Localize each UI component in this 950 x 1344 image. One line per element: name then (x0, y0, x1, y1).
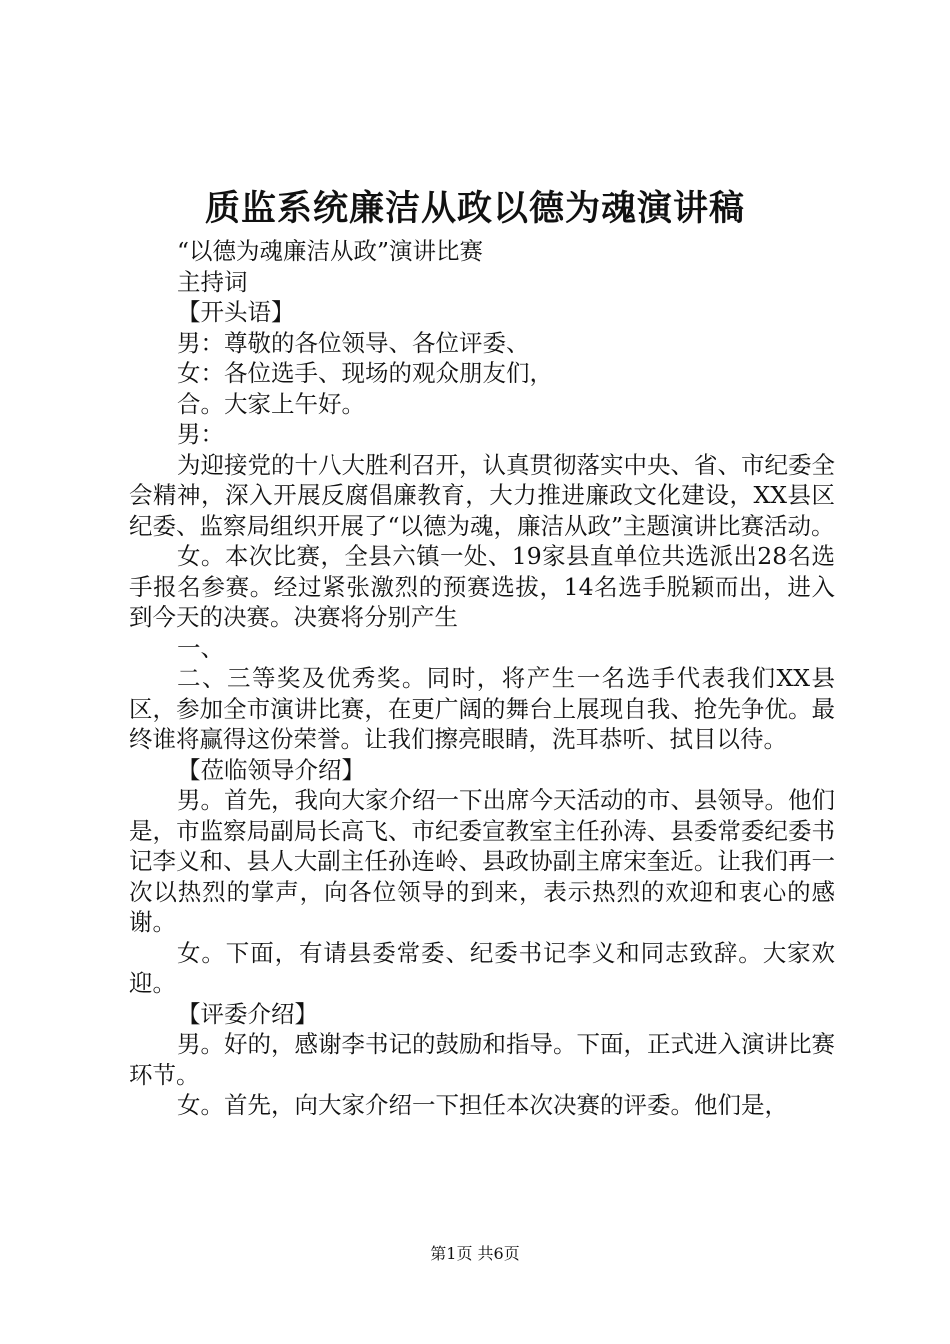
paragraph: 一、 (177, 633, 224, 662)
paragraph: “以德为魂廉洁从政”演讲比赛 (177, 237, 484, 265)
paragraph: 主持词 (177, 267, 248, 296)
paragraph: 女。首先，向大家介绍一下担任本次决赛的评委。他们是， (177, 1091, 788, 1119)
paragraph: 男：尊敬的各位领导、各位评委、 (177, 328, 530, 357)
page-footer (0, 1243, 950, 1265)
paragraph: 二、三等奖及优秀奖。同时，将产生一名选手代表我们XX县区，参加全市演讲比赛，在更广阔的舞台上展现自我、抢先争优。最终谁将赢得这份荣誉。让我们擦亮眼睛，洗耳恭听、拭目以待。 (129, 664, 835, 753)
page-number: 第1页 (430, 1244, 473, 1263)
paragraph: 女：各位选手、现场的观众朋友们， (177, 359, 553, 387)
paragraph: 合。大家上午好。 (177, 389, 365, 418)
page-total: 共6页 (477, 1244, 520, 1263)
paragraph: 为迎接党的十八大胜利召开，认真贯彻落实中央、省、市纪委全会精神，深入开展反腐倡廉教育，大力推进廉政文化建设，XX县区纪委、监察局组织开展了“以德为魂，廉洁从政”主题演讲比赛活动。 (129, 450, 835, 540)
paragraph: 男。好的，感谢李书记的鼓励和指导。下面，正式进入演讲比赛环节。 (129, 1030, 835, 1089)
document-title: 质监系统廉洁从政以德为魂演讲稿 (204, 188, 745, 229)
paragraph: 女。下面，有请县委常委、纪委书记李义和同志致辞。大家欢迎。 (129, 938, 835, 997)
paragraph: 男。首先，我向大家介绍一下出席今天活动的市、县领导。他们是，市监察局副局长高飞、市纪委宣教室主任孙涛、县委常委纪委书记李义和、县人大副主任孙连岭、县政协副主席宋奎近。让我们再一次以热烈的掌声，向各位领导的到来，表示热烈的欢迎和衷心的感谢。 (129, 786, 835, 936)
paragraph: 女。本次比赛，全县六镇一处、19家县直单位共选派出28名选手报名参赛。经过紧张激烈的预赛选拔，14名选手脱颖而出，进入到今天的决赛。决赛将分别产生 (129, 542, 835, 631)
section-heading: 【开头语】 (177, 298, 295, 326)
section-heading: 【莅临领导介绍】 (177, 755, 365, 784)
section-heading: 【评委介绍】 (177, 999, 318, 1028)
paragraph: 男： (177, 420, 224, 448)
document-body (129, 236, 835, 1121)
